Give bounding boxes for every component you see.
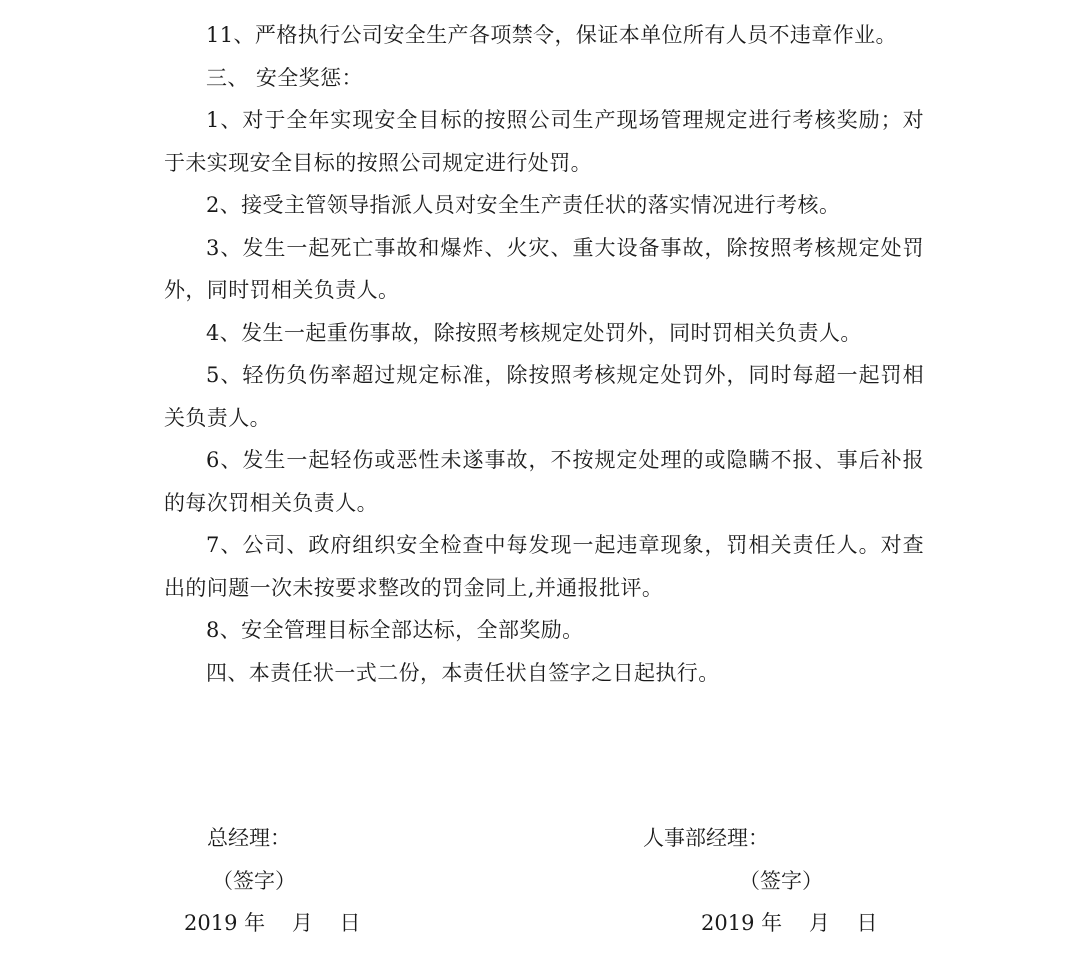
paragraph-item-2: 2、接受主管领导指派人员对安全生产责任状的落实情况进行考核。 bbox=[206, 193, 841, 217]
section-heading-copies: 四、本责任状一式二份，本责任状自签字之日起执行。 bbox=[206, 660, 720, 685]
hr-manager-label: 人事部经理： bbox=[643, 826, 769, 850]
general-manager-label: 总经理： bbox=[207, 826, 291, 850]
hr-manager-date: 2019 年 月 日 bbox=[701, 911, 878, 935]
paragraph-item-6: 6、发生一起轻伤或恶性未遂事故，不按规定处理的或隐瞒不报、事后补报的每次罚相关负责人。 bbox=[164, 448, 924, 515]
paragraph-item-8: 8、安全管理目标全部达标，全部奖励。 bbox=[206, 618, 584, 642]
paragraph-item-1: 1、对于全年实现安全目标的按照公司生产现场管理规定进行考核奖励；对于未实现安全目标的按照公司规定进行处罚。 bbox=[164, 108, 924, 175]
hr-manager-signature-label: （签字） bbox=[739, 869, 823, 893]
paragraph-prohibitions: 11、严格执行公司安全生产各项禁令，保证本单位所有人员不违章作业。 bbox=[206, 23, 897, 47]
paragraph-item-5: 5、轻伤负伤率超过规定标准，除按照考核规定处罚外，同时每超一起罚相关负责人。 bbox=[164, 363, 924, 430]
paragraph-item-7: 7、公司、政府组织安全检查中每发现一起违章现象，罚相关责任人。对查出的问题一次未按要求整改的罚金同上,并通报批评。 bbox=[164, 533, 924, 600]
document-body bbox=[164, 14, 924, 694]
general-manager-signature-label: （签字） bbox=[212, 869, 296, 893]
paragraph-item-3: 3、发生一起死亡事故和爆炸、火灾、重大设备事故，除按照考核规定处罚外，同时罚相关负责人。 bbox=[164, 235, 924, 302]
general-manager-date: 2019 年 月 日 bbox=[184, 911, 361, 935]
section-heading-rewards-penalties: 三、 安全奖惩： bbox=[206, 65, 363, 90]
paragraph-item-4: 4、发生一起重伤事故，除按照考核规定处罚外，同时罚相关负责人。 bbox=[206, 320, 862, 345]
